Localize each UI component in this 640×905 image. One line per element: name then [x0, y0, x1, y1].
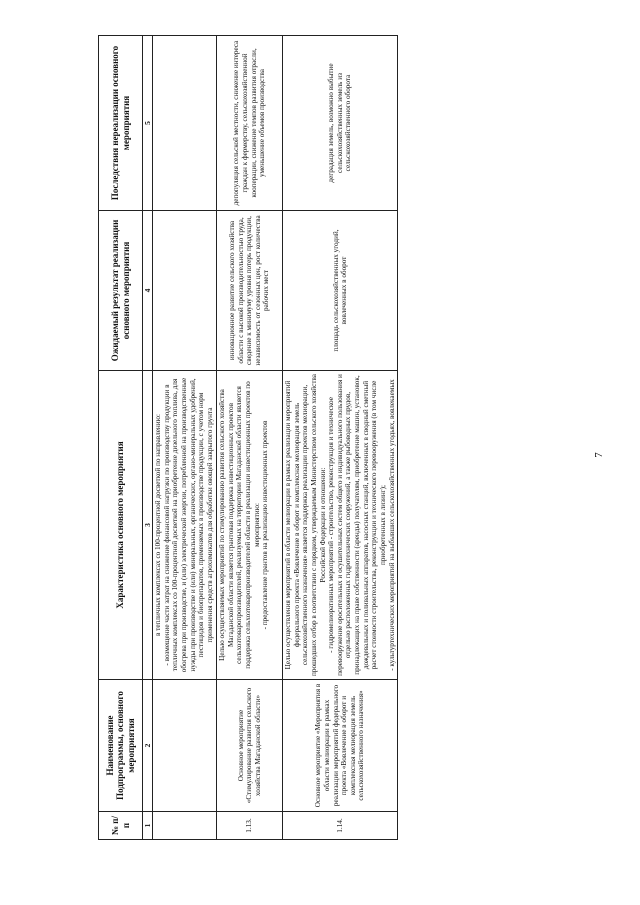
description-paragraph: Целью осуществляемых мероприятий по стимулированию развития сельского хозяйства Магаданской области является грантовая поддержка инвестиционных проектов сельхозтоваропроизводителей, реализуемых на территории Магаданской области является поддержка сельхозтоваропроизводителей области в реализации инвестиционных проектов по мероприятию:	[218, 381, 261, 669]
col-number: 1	[143, 812, 153, 840]
table-row	[283, 36, 398, 840]
row-num	[153, 812, 217, 840]
measures-table	[98, 35, 398, 840]
header-consequence: Последствия нереализации основного мероприятия	[99, 36, 143, 211]
col-number: 3	[143, 371, 153, 680]
row-result: площадь сельскохозяйственных угодий, вовлеченных в оборот	[283, 211, 398, 371]
page-number: 7	[593, 452, 605, 458]
row-description	[153, 371, 217, 680]
row-consequence: деградация земель, возможно выбытие сельскохозяйственных земель из сельскохозяйственного оборота	[283, 36, 398, 211]
header-result: Ожидаемый результат реализации основного мероприятия	[99, 211, 143, 371]
col-number: 4	[143, 211, 153, 371]
row-result	[153, 211, 217, 371]
row-name: Основное мероприятие «Стимулирование развития сельского хозяйства Магаданской области»	[217, 680, 283, 812]
row-consequence: депопуляция сельской местности, снижение интереса граждан к фермерству, сельскохозяйственной кооперации, снижение темпов развития отрасли, уменьшение объемов производства	[217, 36, 283, 211]
row-name	[153, 680, 217, 812]
row-result: инновационное развитие сельского хозяйства области с высокой производительностью труда, сведение к минимуму уровня потерь продукции, независимость от сезонных цен, рост количества рабочих мест	[217, 211, 283, 371]
column-number-row	[143, 36, 153, 840]
row-name: Основное мероприятие «Мероприятия в области мелиорации в рамках реализации мероприятий федерального проекта «Вовлечение в оборот и комплексная мелиорация земель сельскохозяйственного назначения»	[283, 680, 398, 812]
header-num: № п/п	[99, 812, 143, 840]
description-paragraph: Целью осуществления мероприятий в области мелиорации в рамках реализации мероприятий федерального проекта «Вовлечение в оборот и комплексная мелиорация земель сельскохозяйственного назначения» является поддержка реализации проектов мелиорации, прошедших отбор в соответствии с порядком, утверждаемым Министерством сельского хозяйства Российской Федерации и отношении:	[284, 374, 327, 676]
header-description: Характеристика основного мероприятия	[99, 371, 143, 680]
row-description	[283, 371, 398, 680]
table-row	[217, 36, 283, 840]
row-consequence	[153, 36, 217, 211]
table-row	[153, 36, 217, 840]
description-paragraph: - возмещение части затрат на снижение финансовой нагрузки по производству продукции в тепличных комплексах со 100-процентной досветкой на приобретение дизельного топлива, для обогрева при производстве, и (или) электрической энергии, потребленной на производственные нужды при производстве и (или) минеральных, органических, органо-минеральных удобрений, пестицидов и биопрепаратов, применяемых в производстве продукции, с учетом норм применения средств агрохимикатов для обработки овощей закрытого грунта	[162, 377, 214, 673]
description-paragraph: в тепличных комплексах со 100-процентной досветкой по направлению:	[154, 414, 162, 636]
header-row	[99, 36, 143, 840]
row-num: 1.14.	[283, 812, 398, 840]
description-paragraph: - культуртехнических мероприятий на выбывших сельскохозяйственных угодьях, вовлекаемых	[387, 379, 396, 671]
row-description	[217, 371, 283, 680]
rotated-table-container	[98, 36, 396, 840]
col-number: 5	[143, 36, 153, 211]
description-paragraph: - гидромелиоративных мероприятий - строительство, реконструкция и техническое перевооружение оросительных и осушительных систем общего и индивидуального пользования и отдельно расположенных гидротехнических сооружений, а также рыбоводных прудов, принадлежащих на праве собственности (аренды) получателям, приобретение машин, установок, дождевальных и поливальных аппаратов, насосных станций, включенных в сводный сметный расчет стоимости строительства, реконструкции и технического перевооружения (в том числе приобретенных в лизинг);	[327, 374, 388, 676]
description-paragraph: - предоставление грантов на реализацию инвестиционных проектов	[261, 420, 270, 630]
header-name: Наименование Подпрограммы, основного мероприятия	[99, 680, 143, 812]
row-num: 1.13.	[217, 812, 283, 840]
col-number: 2	[143, 680, 153, 812]
